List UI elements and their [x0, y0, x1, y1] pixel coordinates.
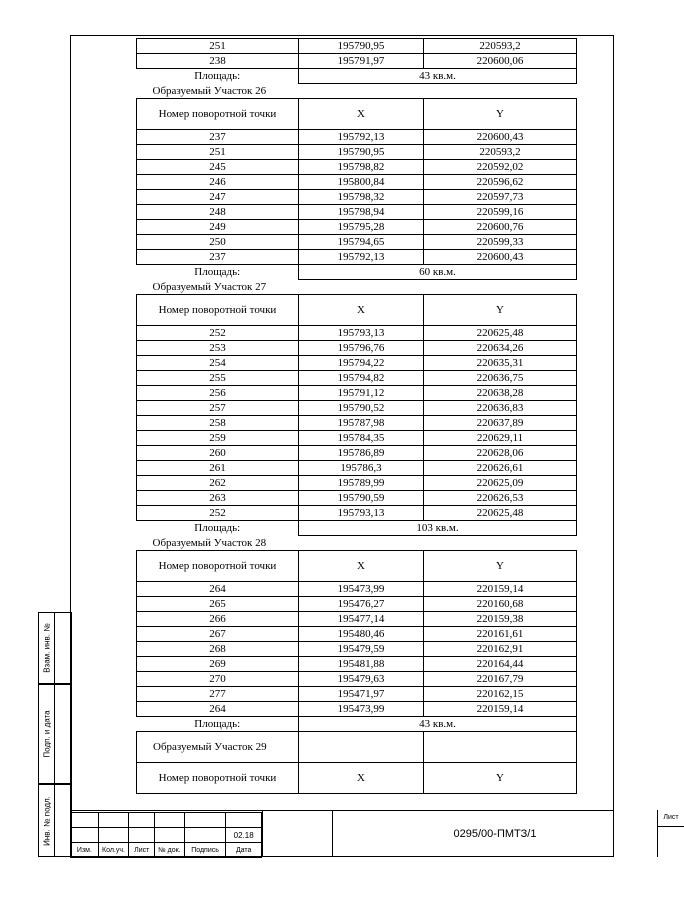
side-stamp-podp — [38, 684, 72, 784]
point-number: 268 — [137, 642, 299, 657]
section-title — [137, 280, 577, 295]
table-row — [137, 39, 577, 54]
point-number: 237 — [137, 250, 299, 265]
y-coordinate: 220167,79 — [424, 672, 577, 687]
point-number: 259 — [137, 431, 299, 446]
y-coordinate: 220638,28 — [424, 386, 577, 401]
y-coordinate: 220635,31 — [424, 356, 577, 371]
table-row — [137, 54, 577, 69]
col-list: Лист — [129, 843, 155, 858]
stamp-top-line — [70, 810, 614, 811]
podp-label: Подп. и дата — [42, 710, 52, 758]
empty-cell — [299, 732, 424, 763]
x-coordinate: 195790,59 — [299, 491, 424, 506]
point-number: 277 — [137, 687, 299, 702]
x-coordinate: 195784,35 — [299, 431, 424, 446]
y-coordinate: 220597,73 — [424, 190, 577, 205]
x-coordinate: 195479,59 — [299, 642, 424, 657]
y-coordinate: 220636,83 — [424, 401, 577, 416]
point-number: 245 — [137, 160, 299, 175]
point-number: 255 — [137, 371, 299, 386]
table-row — [137, 582, 577, 597]
area-row — [137, 265, 577, 280]
x-coordinate: 195471,97 — [299, 687, 424, 702]
header-row — [137, 551, 577, 582]
area-row — [137, 717, 577, 732]
y-coordinate: 220164,44 — [424, 657, 577, 672]
x-coordinate: 195477,14 — [299, 612, 424, 627]
point-number: 257 — [137, 401, 299, 416]
header-row — [137, 763, 577, 794]
x-coordinate: 195794,82 — [299, 371, 424, 386]
y-coordinate: 220159,38 — [424, 612, 577, 627]
table-row — [137, 341, 577, 356]
x-coordinate: 195790,95 — [299, 39, 424, 54]
point-number: 247 — [137, 190, 299, 205]
point-number: 260 — [137, 446, 299, 461]
table-row — [137, 145, 577, 160]
point-header: Номер поворотной точки — [137, 99, 299, 130]
y-coordinate: 220634,26 — [424, 341, 577, 356]
y-coordinate: 220628,06 — [424, 446, 577, 461]
point-number: 263 — [137, 491, 299, 506]
table-row — [137, 190, 577, 205]
y-coordinate: 220159,14 — [424, 702, 577, 717]
area-value: 43 кв.м. — [299, 69, 577, 84]
y-coordinate: 220162,15 — [424, 687, 577, 702]
x-coordinate: 195473,99 — [299, 582, 424, 597]
table-row — [137, 597, 577, 612]
point-number: 251 — [137, 145, 299, 160]
x-coordinate: 195795,28 — [299, 220, 424, 235]
y-coordinate: 220600,43 — [424, 130, 577, 145]
section-name: Образуемый Участок 26 — [152, 85, 267, 97]
table-row — [137, 356, 577, 371]
table-row — [137, 205, 577, 220]
y-coordinate: 220599,33 — [424, 235, 577, 250]
x-coordinate: 195796,76 — [299, 341, 424, 356]
y-coordinate: 220592,02 — [424, 160, 577, 175]
y-coordinate: 220599,16 — [424, 205, 577, 220]
x-header: X — [299, 99, 424, 130]
area-label: Площадь: — [194, 266, 241, 279]
section-name: Образуемый Участок 29 — [137, 732, 299, 763]
table-row — [137, 160, 577, 175]
x-coordinate: 195798,94 — [299, 205, 424, 220]
table-row — [137, 431, 577, 446]
x-coordinate: 195473,99 — [299, 702, 424, 717]
section-name: Образуемый Участок 28 — [152, 537, 267, 549]
point-number: 256 — [137, 386, 299, 401]
coordinates-table — [136, 38, 577, 794]
y-coordinate: 220625,09 — [424, 476, 577, 491]
header-row — [137, 99, 577, 130]
table-row — [137, 476, 577, 491]
x-coordinate: 195794,22 — [299, 356, 424, 371]
x-coordinate: 195481,88 — [299, 657, 424, 672]
y-coordinate: 220600,06 — [424, 54, 577, 69]
point-number: 267 — [137, 627, 299, 642]
point-number: 250 — [137, 235, 299, 250]
coordinates-document — [136, 38, 576, 794]
area-row — [137, 69, 577, 84]
point-number: 265 — [137, 597, 299, 612]
y-coordinate: 220636,75 — [424, 371, 577, 386]
x-coordinate: 195480,46 — [299, 627, 424, 642]
side-stamp-inv — [38, 784, 72, 857]
y-header: Y — [424, 99, 577, 130]
area-label: Площадь: — [194, 70, 241, 83]
point-number: 253 — [137, 341, 299, 356]
document-code: 0295/00-ПМТЗ/1 — [332, 810, 658, 857]
table-row — [137, 235, 577, 250]
y-header: Y — [424, 551, 577, 582]
x-coordinate: 195786,89 — [299, 446, 424, 461]
point-number: 238 — [137, 54, 299, 69]
x-coordinate: 195790,52 — [299, 401, 424, 416]
table-row — [137, 446, 577, 461]
col-izm: Изм. — [71, 843, 99, 858]
y-coordinate: 220162,91 — [424, 642, 577, 657]
point-header: Номер поворотной точки — [137, 295, 299, 326]
x-coordinate: 195798,32 — [299, 190, 424, 205]
x-coordinate: 195786,3 — [299, 461, 424, 476]
point-number: 270 — [137, 672, 299, 687]
table-row — [137, 461, 577, 476]
x-coordinate: 195793,13 — [299, 506, 424, 521]
y-coordinate: 220600,43 — [424, 250, 577, 265]
x-coordinate: 195789,99 — [299, 476, 424, 491]
col-ndok: № док. — [155, 843, 184, 858]
revision-grid — [70, 812, 262, 858]
table-row — [137, 672, 577, 687]
point-number: 237 — [137, 130, 299, 145]
y-coordinate: 220159,14 — [424, 582, 577, 597]
x-coordinate: 195800,84 — [299, 175, 424, 190]
point-number: 251 — [137, 39, 299, 54]
table-row — [137, 612, 577, 627]
header-row — [137, 295, 577, 326]
table-row — [137, 491, 577, 506]
point-number: 254 — [137, 356, 299, 371]
table-row — [137, 386, 577, 401]
side-stamp — [38, 612, 72, 857]
area-value: 43 кв.м. — [299, 717, 577, 732]
table-row — [137, 130, 577, 145]
col-podpis: Подпись — [184, 843, 226, 858]
point-number: 258 — [137, 416, 299, 431]
col-koluch: Кол.уч. — [98, 843, 128, 858]
table-row — [137, 175, 577, 190]
table-row — [137, 401, 577, 416]
stamp-spacer — [262, 810, 332, 857]
y-coordinate: 220161,61 — [424, 627, 577, 642]
inv-label: Инв. № подл. — [42, 795, 52, 846]
y-coordinate: 220600,76 — [424, 220, 577, 235]
side-stamp-vzam — [38, 612, 72, 684]
point-number: 252 — [137, 326, 299, 341]
area-label: Площадь: — [194, 522, 241, 535]
title-block — [70, 810, 679, 857]
y-coordinate: 220629,11 — [424, 431, 577, 446]
x-header: X — [299, 551, 424, 582]
area-row — [137, 521, 577, 536]
table-row — [137, 416, 577, 431]
sheet-label: Лист — [658, 810, 684, 827]
x-coordinate: 195479,63 — [299, 672, 424, 687]
point-number: 266 — [137, 612, 299, 627]
x-coordinate: 195787,98 — [299, 416, 424, 431]
x-coordinate: 195794,65 — [299, 235, 424, 250]
col-data: Дата — [226, 843, 262, 858]
table-row — [137, 371, 577, 386]
x-coordinate: 195791,97 — [299, 54, 424, 69]
section-title — [137, 84, 577, 99]
point-number: 252 — [137, 506, 299, 521]
y-coordinate: 220637,89 — [424, 416, 577, 431]
area-value: 60 кв.м. — [299, 265, 577, 280]
x-coordinate: 195798,82 — [299, 160, 424, 175]
y-coordinate: 220626,53 — [424, 491, 577, 506]
area-label: Площадь: — [194, 718, 241, 730]
y-header: Y — [424, 763, 577, 794]
x-coordinate: 195792,13 — [299, 250, 424, 265]
x-header: X — [299, 763, 424, 794]
point-header: Номер поворотной точки — [137, 551, 299, 582]
table-row — [137, 657, 577, 672]
y-coordinate: 220625,48 — [424, 506, 577, 521]
section-title — [137, 536, 577, 551]
point-number: 264 — [137, 582, 299, 597]
point-header: Номер поворотной точки — [137, 763, 299, 794]
area-value: 103 кв.м. — [299, 521, 577, 536]
date-cell: 02.18 — [226, 828, 262, 843]
point-number: 249 — [137, 220, 299, 235]
table-row — [137, 627, 577, 642]
table-row — [137, 506, 577, 521]
x-coordinate: 195790,95 — [299, 145, 424, 160]
table-row — [137, 250, 577, 265]
x-coordinate: 195791,12 — [299, 386, 424, 401]
x-coordinate: 195476,27 — [299, 597, 424, 612]
y-coordinate: 220160,68 — [424, 597, 577, 612]
empty-cell — [424, 732, 577, 763]
point-number: 264 — [137, 702, 299, 717]
point-number: 269 — [137, 657, 299, 672]
x-coordinate: 195793,13 — [299, 326, 424, 341]
point-number: 262 — [137, 476, 299, 491]
section-title — [137, 732, 577, 763]
y-coordinate: 220593,2 — [424, 39, 577, 54]
table-row — [137, 687, 577, 702]
y-coordinate: 220593,2 — [424, 145, 577, 160]
y-coordinate: 220625,48 — [424, 326, 577, 341]
point-number: 261 — [137, 461, 299, 476]
section-name: Образуемый Участок 27 — [152, 281, 267, 293]
table-row — [137, 702, 577, 717]
point-number: 246 — [137, 175, 299, 190]
y-coordinate: 220596,62 — [424, 175, 577, 190]
table-row — [137, 642, 577, 657]
table-row — [137, 220, 577, 235]
y-coordinate: 220626,61 — [424, 461, 577, 476]
point-number: 248 — [137, 205, 299, 220]
y-header: Y — [424, 295, 577, 326]
x-header: X — [299, 295, 424, 326]
vzam-label: Взам. инв. № — [42, 623, 52, 673]
x-coordinate: 195792,13 — [299, 130, 424, 145]
table-row — [137, 326, 577, 341]
